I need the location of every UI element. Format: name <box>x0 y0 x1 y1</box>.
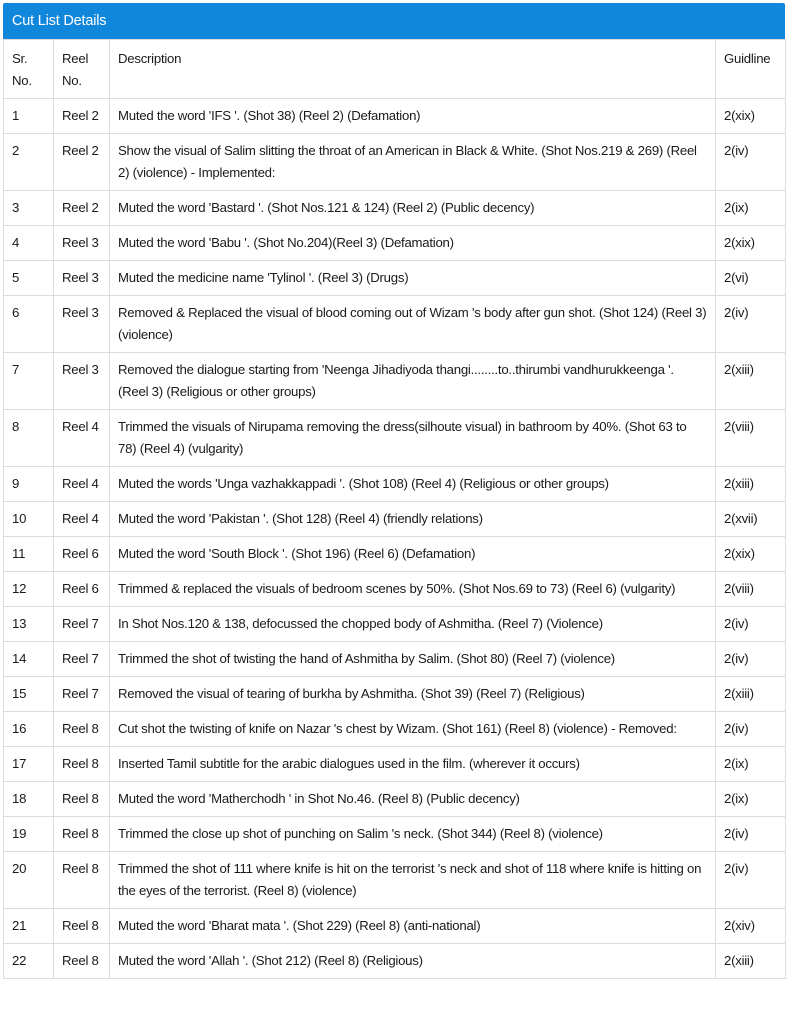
guideline-cell: 2(vi) <box>716 261 786 296</box>
sr-no-cell: 15 <box>4 677 54 712</box>
reel-no-cell: Reel 2 <box>54 99 110 134</box>
sr-no-cell: 18 <box>4 782 54 817</box>
sr-no-cell: 9 <box>4 467 54 502</box>
table-row <box>4 261 786 296</box>
reel-no-cell: Reel 4 <box>54 467 110 502</box>
guideline-cell: 2(iv) <box>716 607 786 642</box>
guideline-cell: 2(xiii) <box>716 353 786 410</box>
sr-no-cell: 4 <box>4 226 54 261</box>
table-row <box>4 944 786 979</box>
description-cell: Removed & Replaced the visual of blood coming out of Wizam 's body after gun shot. (Shot 124) (Reel 3) (violence) <box>110 296 716 353</box>
guideline-cell: 2(iv) <box>716 852 786 909</box>
cut-list-panel <box>3 3 785 979</box>
table-row <box>4 353 786 410</box>
description-cell: Cut shot the twisting of knife on Nazar 's chest by Wizam. (Shot 161) (Reel 8) (violence) - Removed: <box>110 712 716 747</box>
description-cell: Trimmed the shot of twisting the hand of Ashmitha by Salim. (Shot 80) (Reel 7) (violence) <box>110 642 716 677</box>
sr-no-cell: 1 <box>4 99 54 134</box>
sr-no-cell: 10 <box>4 502 54 537</box>
description-cell: Muted the words 'Unga vazhakkappadi '. (Shot 108) (Reel 4) (Religious or other groups) <box>110 467 716 502</box>
guideline-cell: 2(xix) <box>716 537 786 572</box>
description-cell: Muted the word 'Matherchodh ' in Shot No.46. (Reel 8) (Public decency) <box>110 782 716 817</box>
sr-no-cell: 17 <box>4 747 54 782</box>
sr-no-cell: 7 <box>4 353 54 410</box>
table-row <box>4 226 786 261</box>
description-cell: Trimmed & replaced the visuals of bedroom scenes by 50%. (Shot Nos.69 to 73) (Reel 6) (vulgarity) <box>110 572 716 607</box>
header-guideline: Guidline <box>716 40 786 99</box>
reel-no-cell: Reel 7 <box>54 642 110 677</box>
description-cell: Muted the word 'Babu '. (Shot No.204)(Reel 3) (Defamation) <box>110 226 716 261</box>
reel-no-cell: Reel 8 <box>54 909 110 944</box>
guideline-cell: 2(iv) <box>716 296 786 353</box>
table-header-row <box>4 40 786 99</box>
table-row <box>4 537 786 572</box>
table-row <box>4 852 786 909</box>
reel-no-cell: Reel 3 <box>54 353 110 410</box>
table-row <box>4 191 786 226</box>
reel-no-cell: Reel 3 <box>54 296 110 353</box>
reel-no-cell: Reel 8 <box>54 817 110 852</box>
table-row <box>4 99 786 134</box>
description-cell: Muted the word 'Bharat mata '. (Shot 229) (Reel 8) (anti-national) <box>110 909 716 944</box>
table-row <box>4 642 786 677</box>
description-cell: Removed the dialogue starting from 'Neenga Jihadiyoda thangi........to..thirumbi vandhurukkeenga '. (Reel 3) (Religious or other groups) <box>110 353 716 410</box>
header-sr-no: Sr. No. <box>4 40 54 99</box>
table-row <box>4 677 786 712</box>
description-cell: Trimmed the shot of 111 where knife is hit on the terrorist 's neck and shot of 118 where knife is hitting on the eyes of the terrorist. (Reel 8) (violence) <box>110 852 716 909</box>
description-cell: Muted the medicine name 'Tylinol '. (Reel 3) (Drugs) <box>110 261 716 296</box>
reel-no-cell: Reel 6 <box>54 537 110 572</box>
sr-no-cell: 16 <box>4 712 54 747</box>
panel-title: Cut List Details <box>3 3 785 39</box>
table-row <box>4 909 786 944</box>
sr-no-cell: 19 <box>4 817 54 852</box>
guideline-cell: 2(xix) <box>716 99 786 134</box>
table-row <box>4 607 786 642</box>
guideline-cell: 2(xiii) <box>716 944 786 979</box>
table-row <box>4 572 786 607</box>
header-description: Description <box>110 40 716 99</box>
sr-no-cell: 12 <box>4 572 54 607</box>
guideline-cell: 2(ix) <box>716 191 786 226</box>
sr-no-cell: 13 <box>4 607 54 642</box>
reel-no-cell: Reel 4 <box>54 502 110 537</box>
cut-list-table <box>3 39 786 979</box>
description-cell: Inserted Tamil subtitle for the arabic dialogues used in the film. (wherever it occurs) <box>110 747 716 782</box>
sr-no-cell: 20 <box>4 852 54 909</box>
reel-no-cell: Reel 4 <box>54 410 110 467</box>
guideline-cell: 2(xvii) <box>716 502 786 537</box>
description-cell: Show the visual of Salim slitting the throat of an American in Black & White. (Shot Nos.219 & 269) (Reel 2) (violence) - Implemented: <box>110 134 716 191</box>
reel-no-cell: Reel 2 <box>54 191 110 226</box>
description-cell: Trimmed the visuals of Nirupama removing the dress(silhoute visual) in bathroom by 40%. (Shot 63 to 78) (Reel 4) (vulgarity) <box>110 410 716 467</box>
reel-no-cell: Reel 8 <box>54 852 110 909</box>
reel-no-cell: Reel 3 <box>54 261 110 296</box>
sr-no-cell: 2 <box>4 134 54 191</box>
reel-no-cell: Reel 7 <box>54 677 110 712</box>
description-cell: Muted the word 'Allah '. (Shot 212) (Reel 8) (Religious) <box>110 944 716 979</box>
guideline-cell: 2(iv) <box>716 712 786 747</box>
table-row <box>4 502 786 537</box>
table-row <box>4 712 786 747</box>
sr-no-cell: 5 <box>4 261 54 296</box>
guideline-cell: 2(viii) <box>716 572 786 607</box>
reel-no-cell: Reel 8 <box>54 782 110 817</box>
guideline-cell: 2(iv) <box>716 134 786 191</box>
table-row <box>4 747 786 782</box>
description-cell: Muted the word 'South Block '. (Shot 196) (Reel 6) (Defamation) <box>110 537 716 572</box>
sr-no-cell: 6 <box>4 296 54 353</box>
guideline-cell: 2(ix) <box>716 782 786 817</box>
guideline-cell: 2(xiii) <box>716 677 786 712</box>
reel-no-cell: Reel 6 <box>54 572 110 607</box>
guideline-cell: 2(iv) <box>716 817 786 852</box>
reel-no-cell: Reel 7 <box>54 607 110 642</box>
guideline-cell: 2(viii) <box>716 410 786 467</box>
table-row <box>4 782 786 817</box>
description-cell: Muted the word 'IFS '. (Shot 38) (Reel 2) (Defamation) <box>110 99 716 134</box>
guideline-cell: 2(xix) <box>716 226 786 261</box>
table-row <box>4 296 786 353</box>
description-cell: Muted the word 'Pakistan '. (Shot 128) (Reel 4) (friendly relations) <box>110 502 716 537</box>
table-row <box>4 467 786 502</box>
reel-no-cell: Reel 2 <box>54 134 110 191</box>
description-cell: Muted the word 'Bastard '. (Shot Nos.121 & 124) (Reel 2) (Public decency) <box>110 191 716 226</box>
table-row <box>4 410 786 467</box>
reel-no-cell: Reel 3 <box>54 226 110 261</box>
sr-no-cell: 11 <box>4 537 54 572</box>
sr-no-cell: 21 <box>4 909 54 944</box>
sr-no-cell: 3 <box>4 191 54 226</box>
reel-no-cell: Reel 8 <box>54 944 110 979</box>
header-reel-no: Reel No. <box>54 40 110 99</box>
description-cell: Trimmed the close up shot of punching on Salim 's neck. (Shot 344) (Reel 8) (violence) <box>110 817 716 852</box>
table-row <box>4 817 786 852</box>
reel-no-cell: Reel 8 <box>54 712 110 747</box>
guideline-cell: 2(xiv) <box>716 909 786 944</box>
sr-no-cell: 14 <box>4 642 54 677</box>
reel-no-cell: Reel 8 <box>54 747 110 782</box>
description-cell: In Shot Nos.120 & 138, defocussed the chopped body of Ashmitha. (Reel 7) (Violence) <box>110 607 716 642</box>
sr-no-cell: 8 <box>4 410 54 467</box>
sr-no-cell: 22 <box>4 944 54 979</box>
description-cell: Removed the visual of tearing of burkha by Ashmitha. (Shot 39) (Reel 7) (Religious) <box>110 677 716 712</box>
guideline-cell: 2(ix) <box>716 747 786 782</box>
guideline-cell: 2(iv) <box>716 642 786 677</box>
guideline-cell: 2(xiii) <box>716 467 786 502</box>
table-row <box>4 134 786 191</box>
